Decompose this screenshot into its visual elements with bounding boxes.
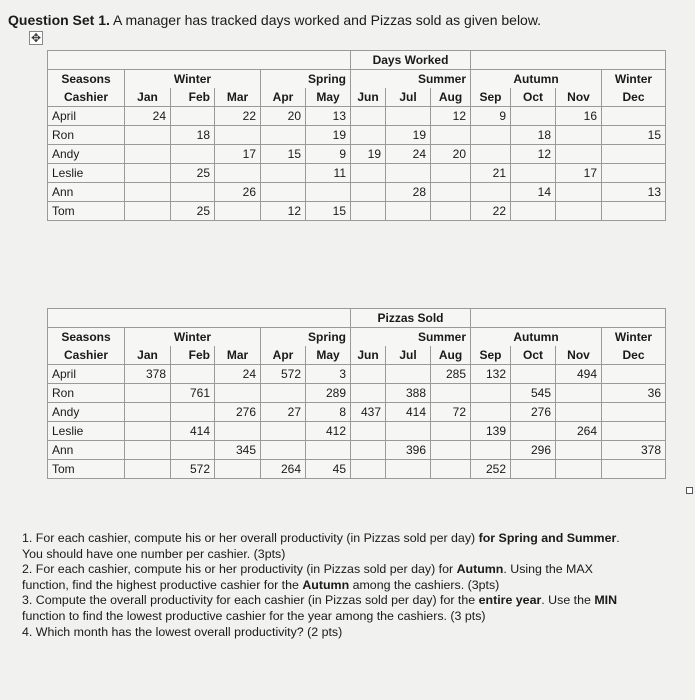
value-cell[interactable] bbox=[351, 183, 386, 202]
seasons-label: Seasons bbox=[48, 328, 125, 347]
value-cell[interactable]: 8 bbox=[306, 403, 351, 422]
value-cell[interactable] bbox=[511, 422, 556, 441]
value-cell[interactable]: 45 bbox=[306, 460, 351, 479]
value-cell[interactable] bbox=[602, 202, 666, 221]
month-header: Jul bbox=[386, 346, 431, 365]
q2-text-d: Autumn bbox=[302, 577, 350, 592]
question-4: 4. Which month has the lowest overall productivity? (2 pts) bbox=[22, 624, 343, 639]
cashier-name-cell[interactable]: April bbox=[48, 365, 125, 384]
value-cell[interactable] bbox=[471, 126, 511, 145]
q1-text-c: . You should have one number per cashier. (3pts) bbox=[22, 531, 620, 561]
value-cell[interactable] bbox=[471, 441, 511, 460]
month-header: Feb bbox=[171, 346, 215, 365]
value-cell[interactable] bbox=[261, 441, 306, 460]
value-cell[interactable] bbox=[351, 460, 386, 479]
value-cell[interactable]: 19 bbox=[386, 126, 431, 145]
value-cell[interactable]: 25 bbox=[171, 202, 215, 221]
question-title bbox=[8, 12, 541, 28]
value-cell[interactable]: 26 bbox=[215, 183, 261, 202]
spring-label: Spring bbox=[261, 70, 351, 89]
value-cell[interactable] bbox=[602, 422, 666, 441]
value-cell[interactable] bbox=[602, 460, 666, 479]
questions-block bbox=[22, 531, 632, 640]
month-header: Jun bbox=[351, 88, 386, 107]
value-cell[interactable] bbox=[261, 384, 306, 403]
value-cell[interactable]: 17 bbox=[215, 145, 261, 164]
days-worked-rows bbox=[48, 107, 666, 221]
value-cell[interactable]: 3 bbox=[306, 365, 351, 384]
value-cell[interactable] bbox=[215, 126, 261, 145]
value-cell[interactable] bbox=[602, 365, 666, 384]
value-cell[interactable] bbox=[125, 164, 171, 183]
cashier-label: Cashier bbox=[48, 346, 125, 365]
value-cell[interactable]: 264 bbox=[556, 422, 602, 441]
month-header: Sep bbox=[471, 88, 511, 107]
value-cell[interactable] bbox=[511, 202, 556, 221]
table-row bbox=[48, 384, 666, 403]
days-worked-title: Days Worked bbox=[351, 51, 471, 70]
value-cell[interactable]: 11 bbox=[306, 164, 351, 183]
value-cell[interactable] bbox=[471, 145, 511, 164]
value-cell[interactable] bbox=[431, 384, 471, 403]
value-cell[interactable] bbox=[556, 145, 602, 164]
cashier-name-cell[interactable]: April bbox=[48, 107, 125, 126]
autumn-label: Autumn bbox=[471, 328, 602, 347]
q3-text-e: function to find the lowest productive cashier for the year among the cashiers. (3 pts) bbox=[22, 608, 486, 623]
month-header: Sep bbox=[471, 346, 511, 365]
table-row bbox=[48, 460, 666, 479]
value-cell[interactable]: 16 bbox=[556, 107, 602, 126]
month-header: Oct bbox=[511, 346, 556, 365]
value-cell[interactable]: 17 bbox=[556, 164, 602, 183]
value-cell[interactable]: 378 bbox=[602, 441, 666, 460]
value-cell[interactable] bbox=[215, 422, 261, 441]
month-header: Jan bbox=[125, 346, 171, 365]
value-cell[interactable] bbox=[431, 441, 471, 460]
seasons-label: Seasons bbox=[48, 70, 125, 89]
value-cell[interactable] bbox=[306, 183, 351, 202]
q3-text-a: 3. Compute the overall productivity for each cashier (in Pizzas sold per day) for the bbox=[22, 593, 479, 608]
value-cell[interactable] bbox=[556, 403, 602, 422]
value-cell[interactable] bbox=[431, 460, 471, 479]
month-header: Jan bbox=[125, 88, 171, 107]
value-cell[interactable] bbox=[125, 126, 171, 145]
value-cell[interactable] bbox=[351, 441, 386, 460]
value-cell[interactable] bbox=[125, 202, 171, 221]
days-worked-table bbox=[47, 50, 666, 221]
value-cell[interactable] bbox=[215, 202, 261, 221]
table-row bbox=[48, 403, 666, 422]
value-cell[interactable]: 494 bbox=[556, 365, 602, 384]
value-cell[interactable] bbox=[556, 202, 602, 221]
value-cell[interactable] bbox=[215, 460, 261, 479]
days-worked-table-wrap bbox=[47, 50, 666, 221]
value-cell[interactable]: 20 bbox=[261, 107, 306, 126]
value-cell[interactable]: 345 bbox=[215, 441, 261, 460]
summer-label: Summer bbox=[351, 328, 471, 347]
value-cell[interactable] bbox=[351, 422, 386, 441]
value-cell[interactable]: 15 bbox=[261, 145, 306, 164]
cashier-label: Cashier bbox=[48, 88, 125, 107]
question-set-label: Question Set 1. bbox=[8, 12, 110, 28]
value-cell[interactable] bbox=[215, 384, 261, 403]
q3-text-c: . Use the bbox=[541, 593, 595, 608]
value-cell[interactable] bbox=[351, 202, 386, 221]
value-cell[interactable] bbox=[471, 384, 511, 403]
value-cell[interactable] bbox=[511, 460, 556, 479]
month-header: Apr bbox=[261, 88, 306, 107]
value-cell[interactable]: 414 bbox=[171, 422, 215, 441]
month-header: Mar bbox=[215, 346, 261, 365]
value-cell[interactable] bbox=[602, 403, 666, 422]
value-cell[interactable]: 378 bbox=[125, 365, 171, 384]
value-cell[interactable] bbox=[351, 164, 386, 183]
value-cell[interactable] bbox=[261, 164, 306, 183]
q2-text-c: . Using the MAX function, find the highest productive cashier for the bbox=[22, 562, 593, 592]
month-header: Nov bbox=[556, 88, 602, 107]
value-cell[interactable]: 12 bbox=[511, 145, 556, 164]
pizzas-sold-table bbox=[47, 308, 666, 479]
month-header: Jul bbox=[386, 88, 431, 107]
value-cell[interactable] bbox=[511, 164, 556, 183]
value-cell[interactable]: 36 bbox=[602, 384, 666, 403]
month-header: Dec bbox=[602, 346, 666, 365]
value-cell[interactable] bbox=[556, 126, 602, 145]
value-cell[interactable] bbox=[261, 422, 306, 441]
value-cell[interactable] bbox=[125, 403, 171, 422]
question-2 bbox=[22, 562, 632, 593]
value-cell[interactable]: 18 bbox=[511, 126, 556, 145]
value-cell[interactable]: 21 bbox=[471, 164, 511, 183]
value-cell[interactable]: 289 bbox=[306, 384, 351, 403]
autumn-label: Autumn bbox=[471, 70, 602, 89]
value-cell[interactable] bbox=[386, 164, 431, 183]
q2-text-e: among the cashiers. (3pts) bbox=[349, 577, 500, 592]
month-header: Aug bbox=[431, 346, 471, 365]
value-cell[interactable]: 388 bbox=[386, 384, 431, 403]
value-cell[interactable]: 24 bbox=[386, 145, 431, 164]
resize-handle-icon[interactable] bbox=[686, 487, 693, 494]
value-cell[interactable]: 15 bbox=[306, 202, 351, 221]
value-cell[interactable]: 25 bbox=[171, 164, 215, 183]
table-row bbox=[48, 107, 666, 126]
value-cell[interactable]: 396 bbox=[386, 441, 431, 460]
value-cell[interactable]: 545 bbox=[511, 384, 556, 403]
value-cell[interactable] bbox=[471, 403, 511, 422]
month-header: Jun bbox=[351, 346, 386, 365]
value-cell[interactable] bbox=[125, 422, 171, 441]
value-cell[interactable]: 19 bbox=[306, 126, 351, 145]
value-cell[interactable]: 414 bbox=[386, 403, 431, 422]
value-cell[interactable]: 13 bbox=[306, 107, 351, 126]
cashier-name-cell[interactable]: Leslie bbox=[48, 164, 125, 183]
value-cell[interactable]: 12 bbox=[261, 202, 306, 221]
value-cell[interactable] bbox=[125, 183, 171, 202]
pizzas-sold-rows bbox=[48, 365, 666, 479]
winter-label: Winter bbox=[125, 70, 261, 89]
value-cell[interactable]: 572 bbox=[261, 365, 306, 384]
q2-text-a: 2. For each cashier, compute his or her productivity (in Pizzas sold per day) for bbox=[22, 562, 457, 577]
q3-text-d: MIN bbox=[594, 593, 618, 608]
value-cell[interactable] bbox=[431, 422, 471, 441]
value-cell[interactable] bbox=[351, 107, 386, 126]
value-cell[interactable]: 14 bbox=[511, 183, 556, 202]
value-cell[interactable] bbox=[431, 126, 471, 145]
q2-text-b: Autumn bbox=[456, 562, 504, 577]
month-header: May bbox=[306, 346, 351, 365]
table-row bbox=[48, 145, 666, 164]
month-header: Aug bbox=[431, 88, 471, 107]
value-cell[interactable] bbox=[602, 164, 666, 183]
value-cell[interactable] bbox=[171, 183, 215, 202]
value-cell[interactable] bbox=[125, 145, 171, 164]
month-header: Dec bbox=[602, 88, 666, 107]
value-cell[interactable]: 761 bbox=[171, 384, 215, 403]
table-row bbox=[48, 183, 666, 202]
value-cell[interactable]: 9 bbox=[306, 145, 351, 164]
table-row bbox=[48, 365, 666, 384]
value-cell[interactable] bbox=[602, 107, 666, 126]
summer-label: Summer bbox=[351, 70, 471, 89]
cashier-name-cell[interactable]: Andy bbox=[48, 145, 125, 164]
month-header: May bbox=[306, 88, 351, 107]
value-cell[interactable] bbox=[351, 384, 386, 403]
value-cell[interactable] bbox=[511, 107, 556, 126]
winter-label-2: Winter bbox=[602, 70, 666, 89]
month-header: Mar bbox=[215, 88, 261, 107]
question-3 bbox=[22, 593, 632, 624]
value-cell[interactable] bbox=[602, 145, 666, 164]
value-cell[interactable] bbox=[351, 126, 386, 145]
q3-text-b: entire year bbox=[478, 593, 542, 608]
value-cell[interactable]: 437 bbox=[351, 403, 386, 422]
value-cell[interactable] bbox=[386, 365, 431, 384]
value-cell[interactable] bbox=[261, 183, 306, 202]
value-cell[interactable] bbox=[171, 107, 215, 126]
value-cell[interactable]: 15 bbox=[602, 126, 666, 145]
value-cell[interactable]: 24 bbox=[125, 107, 171, 126]
month-header: Nov bbox=[556, 346, 602, 365]
cashier-name-cell[interactable]: Ann bbox=[48, 441, 125, 460]
value-cell[interactable]: 24 bbox=[215, 365, 261, 384]
value-cell[interactable] bbox=[171, 441, 215, 460]
table-row bbox=[48, 441, 666, 460]
value-cell[interactable] bbox=[215, 164, 261, 183]
value-cell[interactable]: 276 bbox=[215, 403, 261, 422]
table-row bbox=[48, 202, 666, 221]
month-header: Feb bbox=[171, 88, 215, 107]
value-cell[interactable] bbox=[306, 441, 351, 460]
q1-text-b: for Spring and Summer bbox=[478, 531, 617, 545]
table-row bbox=[48, 126, 666, 145]
value-cell[interactable]: 18 bbox=[171, 126, 215, 145]
value-cell[interactable] bbox=[125, 460, 171, 479]
value-cell[interactable]: 28 bbox=[386, 183, 431, 202]
table-move-handle-icon[interactable]: ✥ bbox=[30, 31, 42, 45]
value-cell[interactable] bbox=[351, 365, 386, 384]
cashier-name-cell[interactable]: Ron bbox=[48, 384, 125, 403]
value-cell[interactable] bbox=[556, 183, 602, 202]
cashier-name-cell[interactable]: Ann bbox=[48, 183, 125, 202]
question-text: A manager has tracked days worked and Pizzas sold as given below. bbox=[113, 12, 542, 28]
month-header: Apr bbox=[261, 346, 306, 365]
value-cell[interactable]: 12 bbox=[431, 107, 471, 126]
table-row bbox=[48, 164, 666, 183]
winter-label-2: Winter bbox=[602, 328, 666, 347]
value-cell[interactable]: 132 bbox=[471, 365, 511, 384]
cashier-name-cell[interactable]: Tom bbox=[48, 460, 125, 479]
value-cell[interactable]: 27 bbox=[261, 403, 306, 422]
value-cell[interactable] bbox=[171, 365, 215, 384]
pizzas-sold-table-wrap bbox=[47, 308, 666, 479]
value-cell[interactable]: 264 bbox=[261, 460, 306, 479]
value-cell[interactable]: 19 bbox=[351, 145, 386, 164]
table-row bbox=[48, 422, 666, 441]
value-cell[interactable] bbox=[471, 183, 511, 202]
value-cell[interactable]: 22 bbox=[215, 107, 261, 126]
value-cell[interactable]: 276 bbox=[511, 403, 556, 422]
value-cell[interactable] bbox=[431, 183, 471, 202]
value-cell[interactable] bbox=[511, 365, 556, 384]
value-cell[interactable]: 22 bbox=[471, 202, 511, 221]
value-cell[interactable] bbox=[556, 441, 602, 460]
value-cell[interactable]: 252 bbox=[471, 460, 511, 479]
value-cell[interactable]: 20 bbox=[431, 145, 471, 164]
q1-text-a: 1. For each cashier, compute his or her overall productivity (in Pizzas sold per day) bbox=[22, 531, 479, 545]
value-cell[interactable] bbox=[556, 460, 602, 479]
value-cell[interactable] bbox=[556, 384, 602, 403]
value-cell[interactable]: 572 bbox=[171, 460, 215, 479]
value-cell[interactable] bbox=[125, 384, 171, 403]
winter-label: Winter bbox=[125, 328, 261, 347]
value-cell[interactable] bbox=[171, 403, 215, 422]
value-cell[interactable]: 139 bbox=[471, 422, 511, 441]
value-cell[interactable]: 13 bbox=[602, 183, 666, 202]
value-cell[interactable] bbox=[261, 126, 306, 145]
spring-label: Spring bbox=[261, 328, 351, 347]
cashier-name-cell[interactable]: Leslie bbox=[48, 422, 125, 441]
value-cell[interactable]: 412 bbox=[306, 422, 351, 441]
value-cell[interactable]: 296 bbox=[511, 441, 556, 460]
pizzas-sold-title: Pizzas Sold bbox=[351, 309, 471, 328]
value-cell[interactable] bbox=[386, 107, 431, 126]
cashier-name-cell[interactable]: Ron bbox=[48, 126, 125, 145]
month-header: Oct bbox=[511, 88, 556, 107]
value-cell[interactable] bbox=[386, 202, 431, 221]
value-cell[interactable]: 285 bbox=[431, 365, 471, 384]
value-cell[interactable]: 72 bbox=[431, 403, 471, 422]
value-cell[interactable] bbox=[386, 460, 431, 479]
value-cell[interactable] bbox=[431, 202, 471, 221]
value-cell[interactable] bbox=[431, 164, 471, 183]
cashier-name-cell[interactable]: Tom bbox=[48, 202, 125, 221]
cashier-name-cell[interactable]: Andy bbox=[48, 403, 125, 422]
value-cell[interactable] bbox=[125, 441, 171, 460]
value-cell[interactable] bbox=[171, 145, 215, 164]
value-cell[interactable] bbox=[386, 422, 431, 441]
question-1 bbox=[22, 531, 632, 562]
value-cell[interactable]: 9 bbox=[471, 107, 511, 126]
